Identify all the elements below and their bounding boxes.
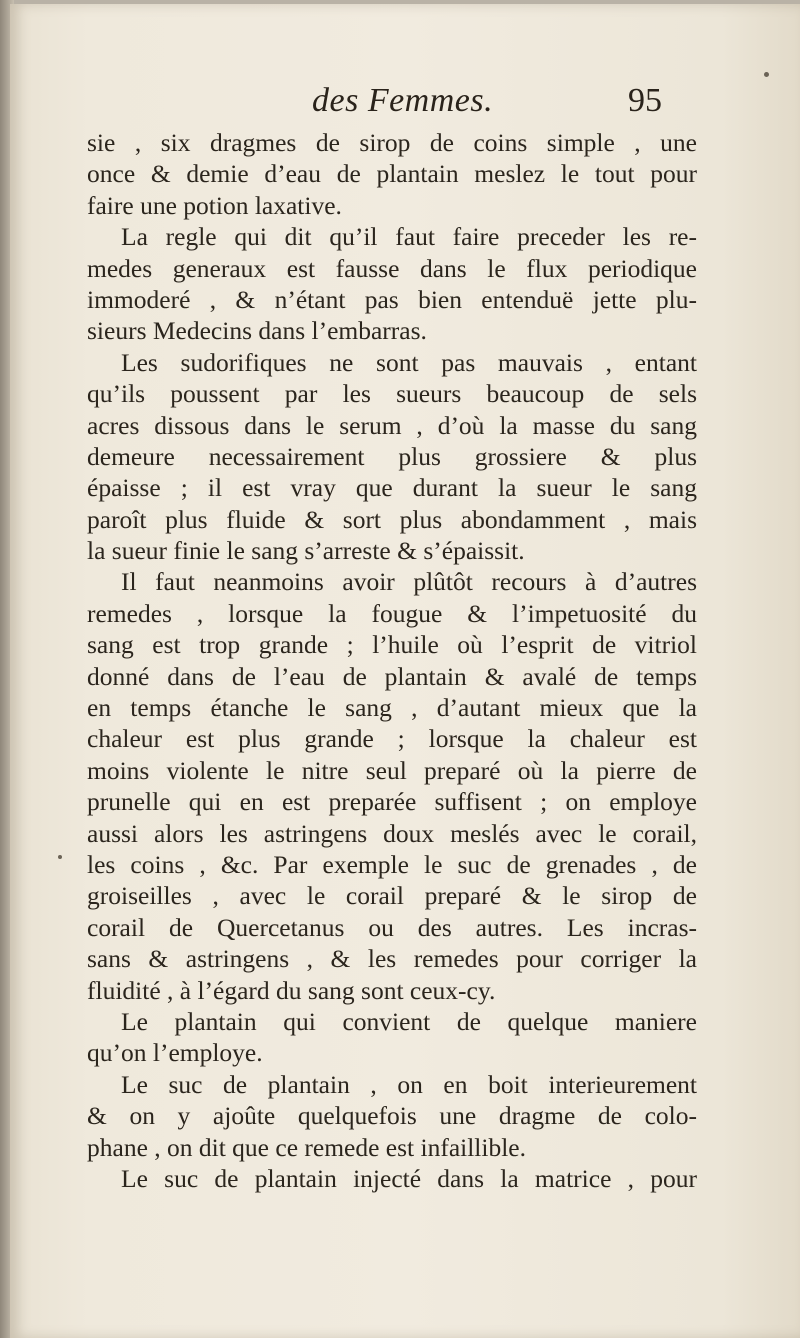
text-line: moins violente le nitre seul preparé où la pierre de <box>87 755 697 785</box>
text-line: les coins , &c. Par exemple le suc de grenades , de <box>87 849 697 879</box>
text-line: immoderé , & n’étant pas bien entenduë jette plu- <box>87 284 697 314</box>
running-title: des Femmes. <box>312 82 494 119</box>
paragraph-start-line: Le plantain qui convient de quelque maniere <box>121 1006 697 1036</box>
text-line: sang est trop grande ; l’huile où l’esprit de vitriol <box>87 630 697 660</box>
paragraph-start-line: Les sudorifiques ne sont pas mauvais , entant <box>121 347 697 377</box>
text-line: groiseilles , avec le corail preparé & le sirop de <box>87 881 697 911</box>
ink-speck <box>58 855 62 859</box>
text-line: demeure necessairement plus grossiere & plus <box>87 441 697 471</box>
text-line: qu’ils poussent par les sueurs beaucoup de sels <box>87 379 697 409</box>
text-line: once & demie d’eau de plantain meslez le tout pour <box>87 159 697 189</box>
paragraph-start-line: Le suc de plantain injecté dans la matrice , pour <box>121 1163 697 1193</box>
paragraph-start-line: Le suc de plantain , on en boit interieurement <box>121 1069 697 1099</box>
text-line: prunelle qui en est preparée suffisent ; on employe <box>87 787 697 817</box>
text-line: sans & astringens , & les remedes pour corriger la <box>87 944 697 974</box>
text-line: corail de Quercetanus ou des autres. Les incras- <box>87 912 697 942</box>
text-line: faire une potion laxative. <box>87 190 342 220</box>
text-line: & on y ajoûte quelquefois une dragme de colo- <box>87 1101 697 1131</box>
text-line: aussi alors les astringens doux meslés avec le corail, <box>87 818 697 848</box>
text-line: donné dans de l’eau de plantain & avalé de temps <box>87 661 697 691</box>
paragraph-start-line: Il faut neanmoins avoir plûtôt recours à d’autres <box>121 567 697 597</box>
running-header <box>0 82 800 124</box>
text-line: acres dissous dans le serum , d’où la masse du sang <box>87 410 697 440</box>
text-line: medes generaux est fausse dans le flux periodique <box>87 253 697 283</box>
text-line: fluidité , à l’égard du sang sont ceux-cy. <box>87 975 496 1005</box>
text-line: sie , six dragmes de sirop de coins simple , une <box>87 128 697 157</box>
text-line: épaisse ; il est vray que durant la sueur le sang <box>87 473 697 503</box>
text-line: phane , on dit que ce remede est infaillible. <box>87 1132 527 1162</box>
page-number: 95 <box>628 82 662 119</box>
text-line: chaleur est plus grande ; lorsque la chaleur est <box>87 724 697 754</box>
ink-speck <box>764 72 769 77</box>
text-line: sieurs Medecins dans l’embarras. <box>87 316 427 346</box>
text-line: qu’on l’employe. <box>87 1038 263 1068</box>
text-line: paroît plus fluide & sort plus abondamment , mais <box>87 504 697 534</box>
paragraph-start-line: La regle qui dit qu’il faut faire preceder les re- <box>121 222 697 252</box>
text-line: remedes , lorsque la fougue & l’impetuosité du <box>87 598 697 628</box>
body-text <box>87 127 697 1194</box>
text-line: en temps étanche le sang , d’autant mieux que la <box>87 693 697 723</box>
text-line: la sueur finie le sang s’arreste & s’épaissit. <box>87 536 525 566</box>
